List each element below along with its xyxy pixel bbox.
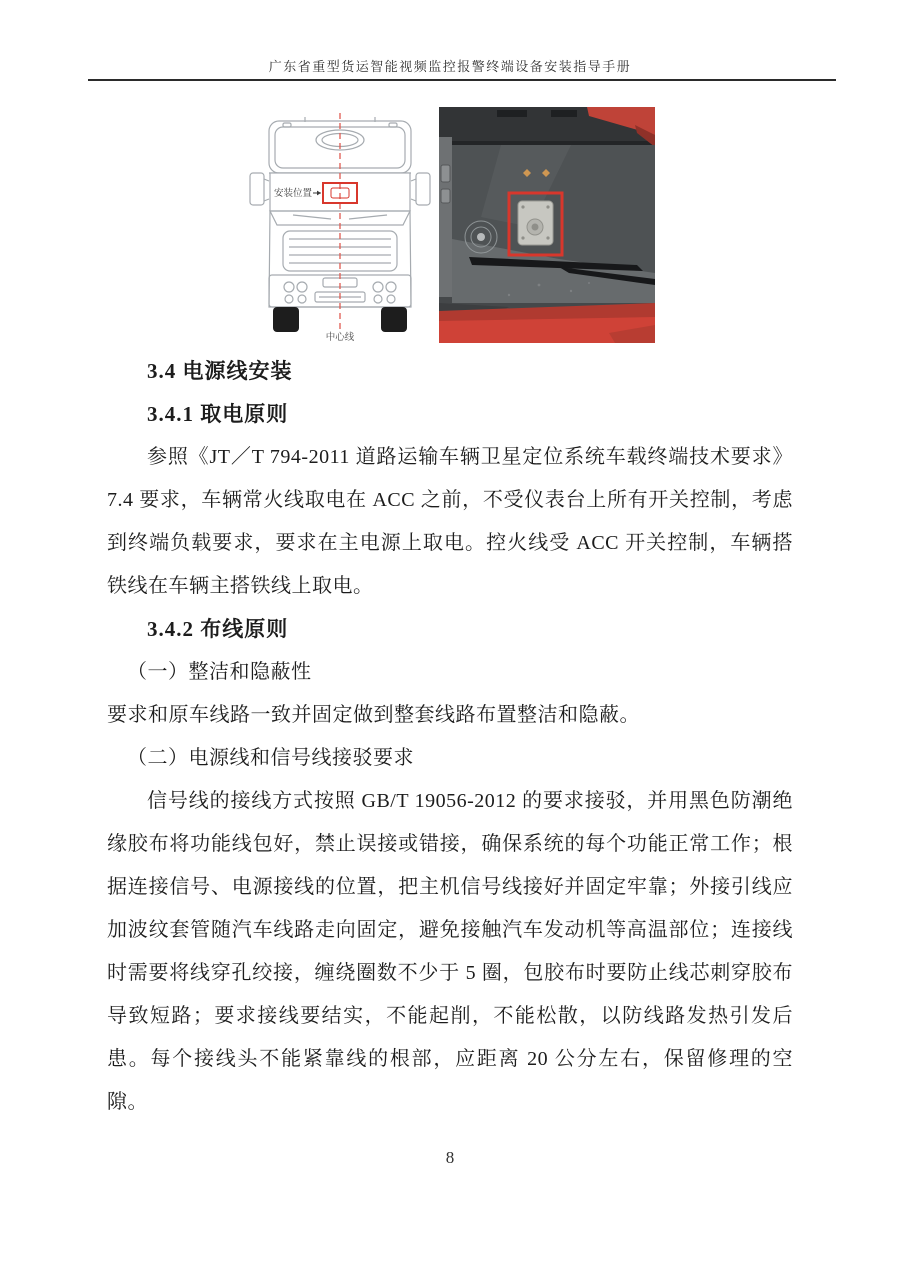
document-header-title: 广东省重型货运智能视频监控报警终端设备安装指导手册 — [268, 59, 632, 74]
figure-row — [0, 107, 900, 344]
section-heading-3-4: 3.4 电源线安装 — [147, 359, 293, 383]
header-rule — [88, 79, 836, 81]
photo-mount-bracket — [518, 201, 553, 245]
truck-front-diagram — [245, 107, 437, 344]
paragraph-power-principle: 参照《JT／T 794-2011 道路运输车辆卫星定位系统车载终端技术要求》7.4 要求，车辆常火线取电在 ACC 之前，不受仪表台上所有开关控制，考虑到终端负载要求，要求在主电源上取电。控火线受 ACC 开关控制，车辆搭铁线在车辆主搭铁线上取电。 — [107, 446, 793, 597]
page-number: 8 — [445, 1148, 455, 1167]
windshield-photo — [439, 107, 655, 343]
item-1-body: 要求和原车线路一致并固定做到整套线路布置整洁和隐蔽。 — [107, 704, 640, 726]
item-1-title: （一）整洁和隐蔽性 — [127, 661, 312, 683]
item-2-title: （二）电源线和信号线接驳要求 — [127, 747, 414, 769]
item-2-body: 信号线的接线方式按照 GB/T 19056-2012 的要求接驳，并用黑色防潮绝缘胶布将功能线包好，禁止误接或错接，确保系统的每个功能正常工作；根据连接信号、电源接线的位置，把主机信号线接好并固定牢靠；外接引线应加波纹套管随汽车线路走向固定，避免接触汽车发动机等高温部位；连接线时需要将线穿孔绞接，缠绕圈数不少于 5 圈，包胶布时要防止线芯刺穿胶布导致短路；要求接线要结实，不能起削，不能松散，以防线路发热引发后患。每个接线头不能紧靠线的根部，应距离 20 公分左右，保留修理的空隙。 — [107, 790, 793, 1113]
photo-left-pillar — [439, 137, 452, 297]
centerline-label: 中心线 — [325, 333, 355, 343]
document-body — [107, 350, 793, 1124]
section-heading-3-4-2: 3.4.2 布线原则 — [147, 617, 289, 641]
install-position-label: 安装位置 — [274, 189, 313, 199]
section-heading-3-4-1: 3.4.1 取电原则 — [147, 402, 289, 426]
